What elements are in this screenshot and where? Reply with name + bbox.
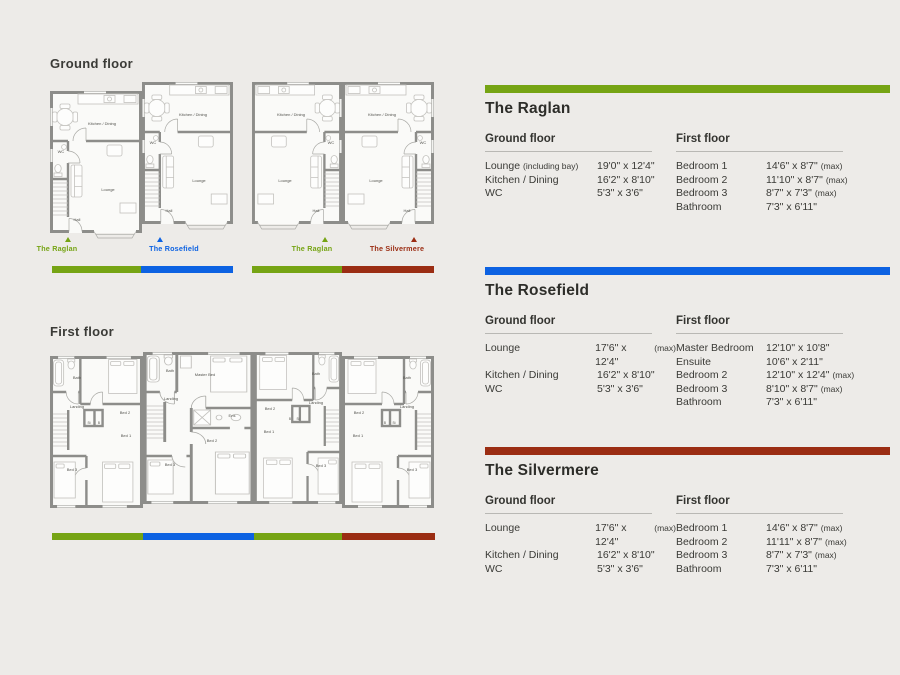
legend-bar-raglan bbox=[254, 533, 342, 540]
spec-row bbox=[676, 549, 867, 563]
house-name-label: The Rosefield bbox=[149, 244, 199, 253]
house-name-label: The Raglan bbox=[36, 244, 78, 253]
gf-house-raglan bbox=[50, 91, 141, 238]
divider bbox=[676, 333, 843, 334]
marker-triangle bbox=[322, 237, 328, 242]
spec-ground-floor-column bbox=[485, 133, 676, 214]
spec-row bbox=[485, 383, 676, 397]
room-dim: 14'6" x 8'7" bbox=[766, 522, 818, 534]
spec-row bbox=[676, 536, 867, 550]
room-name: Kitchen / Dining bbox=[485, 173, 559, 186]
room-dim: 19'0" x 12'4" bbox=[597, 160, 655, 172]
room-dim: 16'2" x 8'10" bbox=[597, 549, 655, 561]
column-heading: Ground floor bbox=[485, 315, 556, 327]
spec-row bbox=[485, 174, 676, 188]
divider bbox=[676, 513, 843, 514]
room-dim: 11'11" x 8'7" bbox=[766, 535, 823, 548]
room-name: Kitchen / Dining bbox=[485, 549, 559, 561]
room-name: Master Bedroom bbox=[676, 342, 754, 354]
room-name: Bedroom 1 bbox=[676, 522, 728, 534]
first-floor-heading: First floor bbox=[50, 324, 114, 339]
room-label: Bath bbox=[165, 368, 175, 373]
room-label: Bath bbox=[72, 375, 82, 380]
room-dim: 7'3" x 6'11" bbox=[766, 396, 817, 408]
ff-legend-bar bbox=[52, 533, 435, 540]
spec-color-bar bbox=[485, 267, 890, 275]
room-label: St bbox=[87, 421, 91, 425]
dim-note: (max) bbox=[832, 370, 855, 380]
room-label: Kitchen / Dining bbox=[87, 121, 117, 126]
dim-note: (max) bbox=[825, 174, 848, 185]
room-label: Lounge bbox=[101, 187, 115, 192]
room-name: Bedroom 1 bbox=[676, 160, 728, 172]
legend-bar-raglan bbox=[52, 266, 141, 273]
spec-first-floor-column bbox=[676, 133, 867, 214]
spec-title: The Silvermere bbox=[485, 462, 599, 479]
room-dim: 8'7" x 7'3" bbox=[766, 549, 812, 561]
room-dim: 5'3" x 3'6" bbox=[597, 562, 643, 575]
spec-section-rosefield bbox=[485, 267, 890, 410]
room-label: Landing bbox=[399, 404, 415, 409]
room-label: Bed 3 bbox=[164, 462, 176, 467]
marker-triangle bbox=[157, 237, 163, 242]
legend-bar-rosefield bbox=[141, 266, 233, 273]
room-label: Bed 1 bbox=[263, 429, 275, 434]
room-dim: 16'2" x 8'10" bbox=[597, 173, 655, 186]
room-name: Lounge bbox=[485, 160, 521, 172]
dim-note: (max) bbox=[654, 343, 676, 353]
room-name: Ensuite bbox=[676, 355, 712, 368]
room-dim: 12'10" x 12'4" bbox=[766, 369, 830, 381]
room-name: Kitchen / Dining bbox=[485, 369, 559, 381]
spec-row bbox=[676, 160, 867, 174]
room-name: Lounge bbox=[485, 522, 521, 534]
room-name: Bedroom 3 bbox=[676, 382, 728, 395]
room-label: Bed 2 bbox=[119, 410, 131, 415]
spec-ground-floor-column bbox=[485, 315, 676, 410]
dim-note: (max) bbox=[820, 383, 843, 394]
room-label: Bed 3 bbox=[406, 467, 418, 472]
spec-color-bar bbox=[485, 447, 890, 455]
room-label: Bed 2 bbox=[264, 406, 276, 411]
room-label: Landing bbox=[308, 400, 324, 405]
dim-note: (max) bbox=[825, 536, 847, 547]
room-label: WC bbox=[419, 140, 427, 145]
column-heading: Ground floor bbox=[485, 133, 556, 145]
room-note: (including bay) bbox=[523, 161, 579, 171]
spec-row bbox=[676, 522, 867, 536]
spec-row bbox=[485, 563, 676, 577]
spec-row bbox=[485, 187, 676, 201]
room-dim: 7'3" x 6'11" bbox=[766, 562, 817, 575]
house-name-label: The Silvermere bbox=[369, 244, 425, 253]
room-label: B bbox=[288, 417, 292, 421]
room-name: WC bbox=[485, 187, 503, 199]
room-name: Bedroom 2 bbox=[676, 535, 728, 548]
spec-row bbox=[485, 369, 676, 383]
dim-note: (max) bbox=[820, 523, 843, 533]
room-dim: 8'7" x 7'3" bbox=[766, 187, 812, 199]
room-name: WC bbox=[485, 382, 503, 395]
room-label: Bed 2 bbox=[206, 438, 218, 443]
room-label: Master Bed bbox=[194, 372, 216, 377]
legend-bar-rosefield bbox=[143, 533, 254, 540]
room-name: WC bbox=[485, 562, 503, 575]
room-name: Bedroom 2 bbox=[676, 173, 728, 186]
room-dim: 5'3" x 3'6" bbox=[597, 382, 643, 395]
room-label: Landing bbox=[163, 396, 179, 401]
house-name-label: The Raglan bbox=[291, 244, 333, 253]
spec-row bbox=[676, 174, 867, 188]
spec-ground-floor-column bbox=[485, 495, 676, 576]
spec-row bbox=[676, 563, 867, 577]
spec-row bbox=[676, 383, 867, 397]
spec-row bbox=[676, 396, 867, 410]
room-label: Kitchen / Dining bbox=[367, 112, 397, 117]
room-label: B bbox=[97, 421, 101, 425]
spec-first-floor-column bbox=[676, 495, 867, 576]
room-label: Bed 1 bbox=[352, 433, 364, 438]
room-dim: 17'6" x 12'4" bbox=[595, 342, 627, 368]
room-label: Hall bbox=[165, 208, 173, 213]
room-label: Bed 3 bbox=[315, 463, 327, 468]
room-label: Hall bbox=[312, 208, 320, 213]
room-name: Bathroom bbox=[676, 396, 722, 408]
legend-bar-silvermere bbox=[342, 266, 434, 273]
room-dim: 8'10" x 8'7" bbox=[766, 382, 818, 395]
room-label: Landing bbox=[69, 404, 85, 409]
gf-house-raglan-2 bbox=[253, 82, 342, 229]
floorplan-canvas bbox=[0, 0, 470, 560]
spec-first-floor-column bbox=[676, 315, 867, 410]
spec-row bbox=[485, 160, 676, 174]
room-label: Lounge bbox=[192, 178, 206, 183]
room-label: Bed 3 bbox=[66, 467, 78, 472]
spec-section-raglan bbox=[485, 85, 890, 214]
spec-row bbox=[676, 342, 867, 356]
room-label: Lounge bbox=[278, 178, 292, 183]
spec-title: The Raglan bbox=[485, 100, 571, 117]
room-dim: 7'3" x 6'11" bbox=[766, 200, 817, 213]
spec-title: The Rosefield bbox=[485, 282, 590, 299]
spec-section-silvermere bbox=[485, 447, 890, 576]
room-name: Bedroom 3 bbox=[676, 549, 728, 561]
room-label: Bath bbox=[402, 375, 412, 380]
room-label: Kitchen / Dining bbox=[276, 112, 306, 117]
room-label: Ens bbox=[228, 413, 236, 418]
room-dim: 10'6" x 2'11" bbox=[766, 355, 823, 368]
ff-house-silvermere bbox=[344, 356, 433, 508]
room-dim: 17'6" x 12'4" bbox=[595, 522, 627, 548]
column-heading: First floor bbox=[676, 315, 730, 327]
marker-triangle bbox=[411, 237, 417, 242]
room-name: Bedroom 3 bbox=[676, 187, 728, 199]
room-label: Lounge bbox=[369, 178, 383, 183]
gf-legend-bars bbox=[52, 266, 434, 273]
room-label: Bed 1 bbox=[120, 433, 132, 438]
divider bbox=[485, 151, 652, 152]
room-name: Lounge bbox=[485, 342, 521, 354]
room-dim: 12'10" x 10'8" bbox=[766, 342, 830, 354]
room-dim: 16'2" x 8'10" bbox=[597, 369, 655, 381]
room-dim: 11'10" x 8'7" bbox=[766, 173, 823, 186]
room-label: Hall bbox=[73, 217, 81, 222]
room-label: Kitchen / Dining bbox=[178, 112, 208, 117]
room-label: St bbox=[296, 417, 300, 421]
gf-house-silvermere bbox=[344, 82, 435, 229]
room-dim: 5'3" x 3'6" bbox=[597, 187, 643, 199]
dim-note: (max) bbox=[814, 188, 837, 198]
room-label: WC bbox=[149, 140, 157, 145]
legend-bar-silvermere bbox=[342, 533, 435, 540]
spec-color-bar bbox=[485, 85, 890, 93]
column-heading: First floor bbox=[676, 495, 730, 507]
dim-note: (max) bbox=[820, 161, 843, 171]
spec-row bbox=[676, 356, 867, 370]
room-name: Bathroom bbox=[676, 200, 722, 213]
spec-row bbox=[676, 201, 867, 215]
spec-row bbox=[485, 549, 676, 563]
room-label: Bed 2 bbox=[353, 410, 365, 415]
spec-row bbox=[676, 187, 867, 201]
column-heading: Ground floor bbox=[485, 495, 556, 507]
room-name: Bathroom bbox=[676, 562, 722, 575]
divider bbox=[485, 513, 652, 514]
divider bbox=[676, 151, 843, 152]
gf-house-markers bbox=[37, 237, 425, 253]
room-label: Bath bbox=[311, 371, 321, 376]
gf-house-rosefield bbox=[142, 82, 232, 229]
room-label: WC bbox=[327, 140, 335, 145]
room-label: St bbox=[392, 421, 396, 425]
marker-triangle bbox=[65, 237, 71, 242]
ground-floor-heading: Ground floor bbox=[50, 56, 134, 71]
room-label: B bbox=[383, 421, 387, 425]
room-label: WC bbox=[57, 149, 65, 154]
room-dim: 14'6" x 8'7" bbox=[766, 160, 818, 172]
spec-row bbox=[676, 369, 867, 383]
legend-bar-raglan bbox=[252, 266, 342, 273]
dim-note: (max) bbox=[814, 550, 837, 560]
legend-bar-raglan bbox=[52, 533, 143, 540]
column-heading: First floor bbox=[676, 133, 730, 145]
ff-house-raglan-2 bbox=[255, 352, 340, 504]
room-label: Hall bbox=[403, 208, 411, 213]
room-name: Bedroom 2 bbox=[676, 369, 728, 381]
divider bbox=[485, 333, 652, 334]
spec-row bbox=[485, 342, 676, 369]
spec-row bbox=[485, 522, 676, 549]
dim-note: (max) bbox=[654, 523, 676, 533]
ff-house-raglan bbox=[52, 356, 142, 508]
